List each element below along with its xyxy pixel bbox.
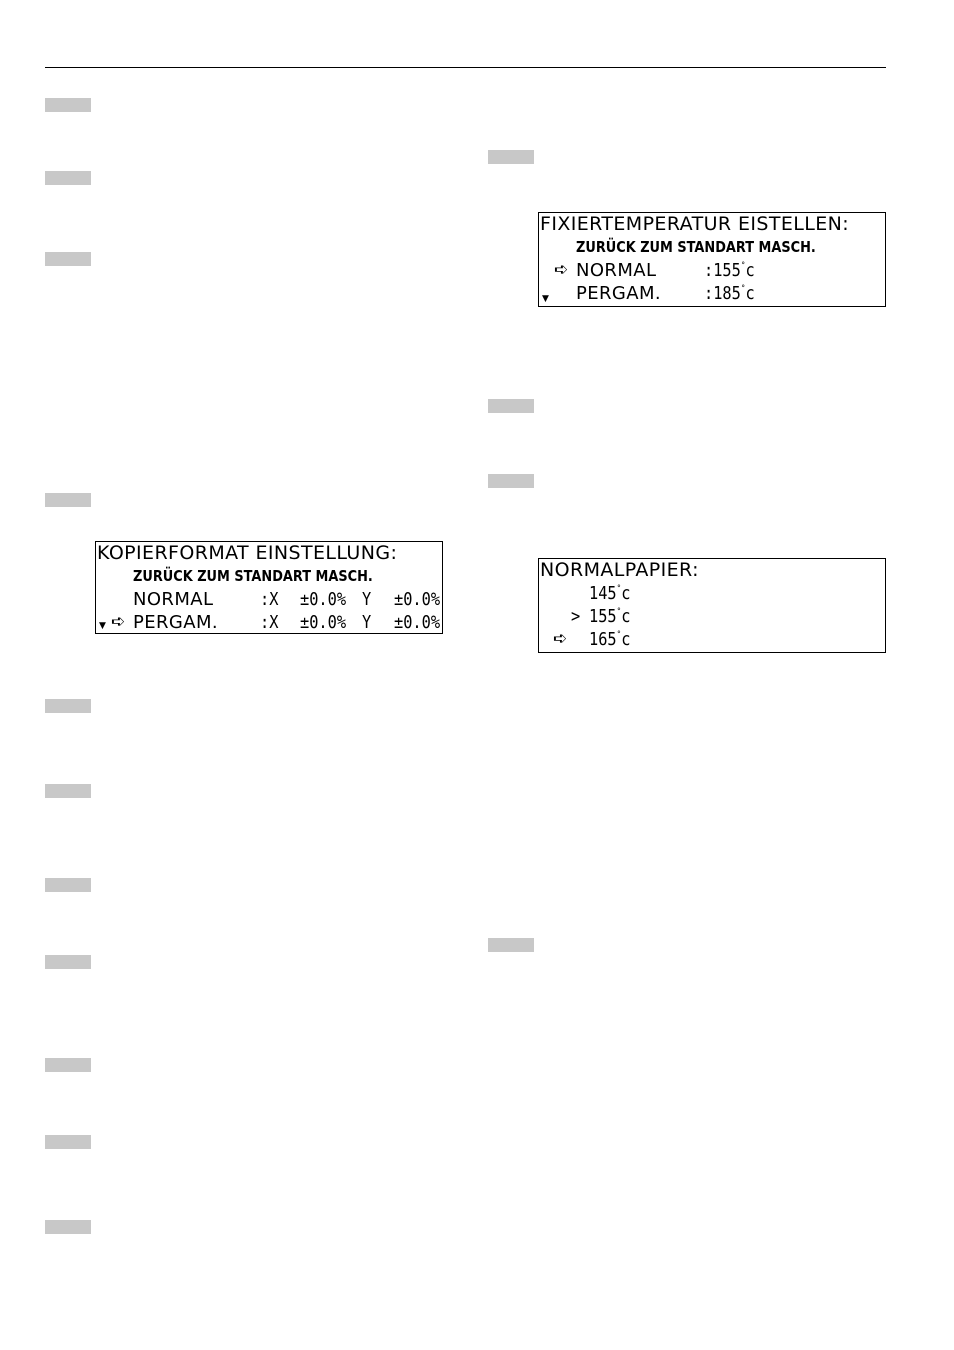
fuser-temperature-lcd-panel xyxy=(538,212,886,307)
y-axis-value: ±0.0% xyxy=(394,589,441,610)
step-marker xyxy=(45,171,91,185)
step-marker xyxy=(45,252,91,266)
current-setting-marker: > xyxy=(571,606,581,627)
x-axis-value: ±0.0% xyxy=(300,589,347,610)
step-marker xyxy=(488,399,534,413)
header-rule xyxy=(45,67,886,68)
option-normal-label: NORMAL xyxy=(576,260,657,281)
x-axis-label: :X xyxy=(260,612,279,633)
lcd-title: NORMALPAPIER: xyxy=(540,559,699,581)
option-pergam-label: PERGAM. xyxy=(133,612,219,633)
x-axis-value: ±0.0% xyxy=(300,612,347,633)
step-marker xyxy=(488,150,534,164)
normal-paper-lcd-panel xyxy=(538,558,886,653)
step-marker xyxy=(488,474,534,488)
y-axis-label: Y xyxy=(362,612,372,633)
scroll-down-icon: ▼ xyxy=(542,294,549,304)
temp-option-145: 145°c xyxy=(589,583,631,604)
copy-format-lcd-panel xyxy=(95,541,443,634)
temp-option-155: 155°c xyxy=(589,606,631,627)
temp-option-165: 165°c xyxy=(589,629,631,650)
scroll-down-icon: ▼ xyxy=(99,621,106,631)
step-marker xyxy=(45,493,91,507)
x-axis-label: :X xyxy=(260,589,279,610)
y-axis-value: ±0.0% xyxy=(394,612,441,633)
lcd-subtitle: ZURÜCK ZUM STANDART MASCH. xyxy=(133,567,373,585)
lcd-subtitle: ZURÜCK ZUM STANDART MASCH. xyxy=(576,238,816,256)
step-marker xyxy=(488,938,534,952)
step-marker xyxy=(45,955,91,969)
option-pergam-value: :185°c xyxy=(704,283,755,304)
step-marker xyxy=(45,1135,91,1149)
y-axis-label: Y xyxy=(362,589,372,610)
step-marker xyxy=(45,1058,91,1072)
lcd-title: FIXIERTEMPERATUR EISTELLEN: xyxy=(540,213,850,235)
step-marker xyxy=(45,98,91,112)
cursor-arrow-icon: ➪ xyxy=(111,612,126,632)
cursor-arrow-icon: ➪ xyxy=(554,260,569,280)
step-marker xyxy=(45,784,91,798)
step-marker xyxy=(45,699,91,713)
option-pergam-label: PERGAM. xyxy=(576,283,662,304)
lcd-title: KOPIERFORMAT EINSTELLUNG: xyxy=(97,542,398,564)
option-normal-value: :155°c xyxy=(704,260,755,281)
option-normal-label: NORMAL xyxy=(133,589,214,610)
cursor-arrow-icon: ➪ xyxy=(553,629,568,649)
step-marker xyxy=(45,878,91,892)
step-marker xyxy=(45,1220,91,1234)
